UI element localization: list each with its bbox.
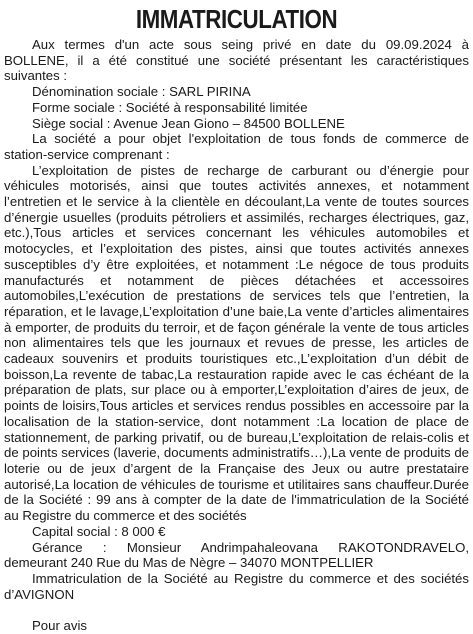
registration-line: Immatriculation de la Société au Registre du commerce et des sociétés d’AVIGNON [4,570,469,602]
notice-title: IMMATRICULATION [135,4,338,34]
management-line: Gérance : Monsieur Andrimpahaleovana RAKOTONDRAVELO, demeurant 240 Rue du Mas de Nègre – 34070 MONTPELLIER [4,539,469,571]
company-name-line: Dénomination sociale : SARL PIRINA [32,84,251,100]
capital-line: Capital social : 8 000 € [32,523,166,539]
legal-form-line: Forme sociale : Société à responsabilité limitée [32,99,308,115]
head-office-line: Siège social : Avenue Jean Giono – 84500 BOLLENE [32,115,345,131]
purpose-intro: La société a pour objet l'exploitation de tous fonds de commerce de station-service comprenant : [4,131,469,162]
closing-line: Pour avis [32,618,87,634]
purpose-details: L’exploitation de pistes de recharge de carburant ou d’énergie pour véhicules motorisés, ainsi que toutes activités annexes, et notamment l’entretien et le service à la clientèle en découlant,La vente de toutes sources d’énergie usuelles (produits pétroliers et assimilés, recharges électriques, gaz, etc.),Tous articles et services concernant les véhicules automobiles et motocycles, et l’exploitation des pistes, ainsi que toutes activités annexes susceptibles d’y être exploitées, et notamment :Le négoce de tous produits manufacturés et notamment de pièces détachées et accessoires automobiles,L’exécution de prestations de services tels que l’entretien, la réparation, et le lavage,L’exploitation d’une baie,La vente d’articles alimentaires à emporter, de produits du terroir, et de façon générale la vente de tous articles non alimentaires tels que les journaux et revues de presse, les articles de cadeaux souvenirs et produits touristiques etc.,L’exploitation d’un débit de boisson,La revente de tabac,La restauration rapide avec le cas échéant de la préparation de plats, sur place ou à emporter,L’exploitation d’aires de jeux, de points de loisirs,Tous articles et services rendus possibles en accessoire par la localisation de la station-service, dont notamment :La location de place de stationnement, de parking privatif, ou de bureau,L’exploitation de relais-colis et de points services (laverie, documents administratifs…),La vente de produits de loterie ou de jeux d’argent de la Française des Jeux ou autre prestataire autorisé,La location de véhicules de tourisme et utilitaires sans chauffeur.Durée de la Société : 99 ans à compter de la date de l'immatriculation de la Société au Registre du commerce et des sociétés [4,162,469,524]
spacer [4,602,469,618]
intro-paragraph: Aux termes d'un acte sous seing privé en date du 09.09.2024 à BOLLENE, il a été constitué une société présentant les caractéristiques suivantes : [4,37,469,84]
